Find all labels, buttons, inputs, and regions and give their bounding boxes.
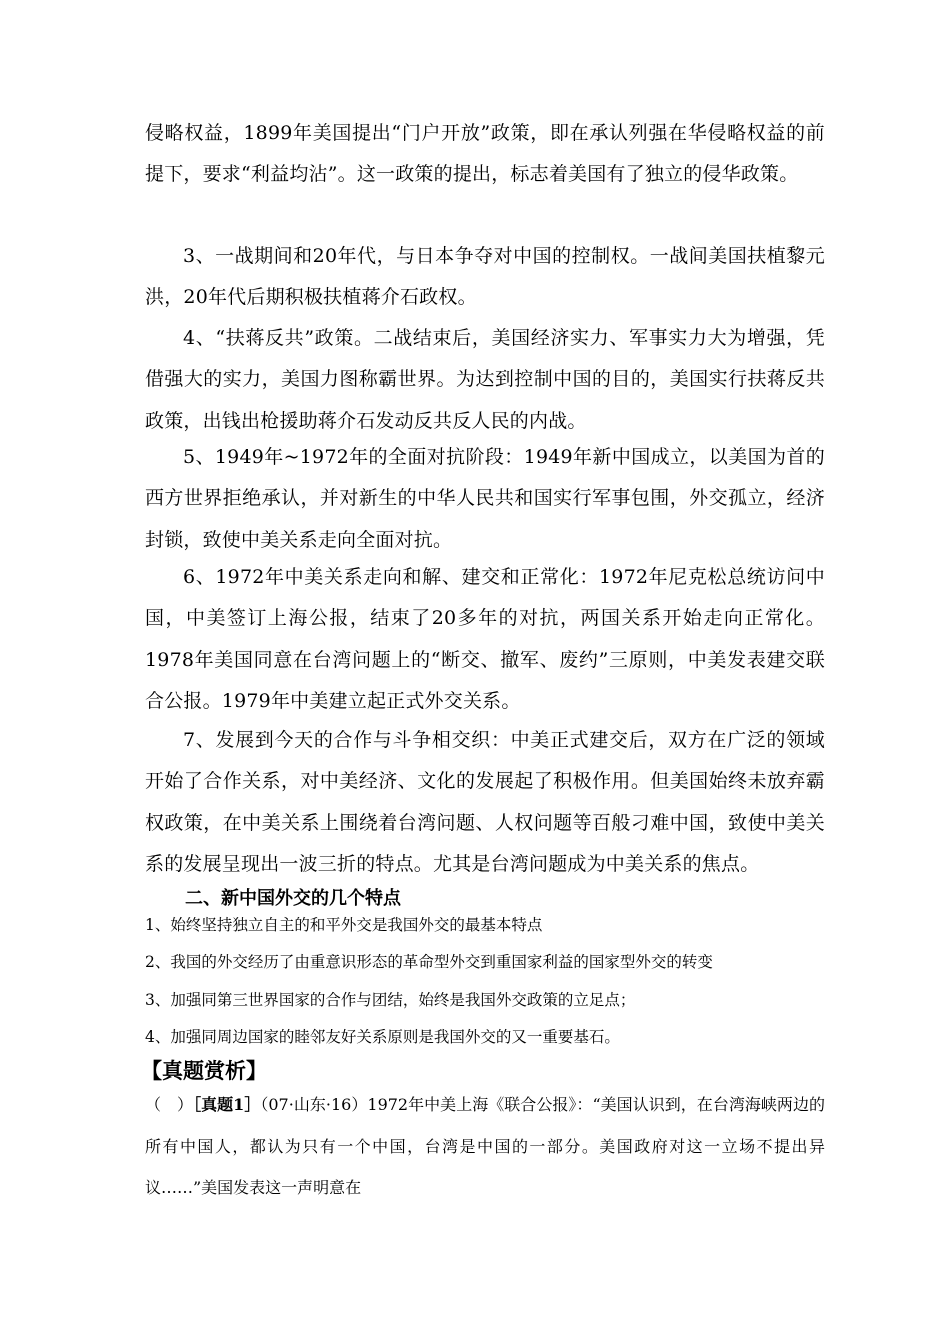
feature-item-1: 1、始终坚持独立自主的和平外交是我国外交的最基本特点 [145, 916, 543, 934]
feature-item-2: 2、我国的外交经历了由重意识形态的革命型外交到重国家利益的国家型外交的转变 [145, 953, 713, 971]
exam-heading: 【真题赏析】 [141, 1059, 267, 1083]
exam-question [145, 1084, 825, 1209]
paragraph-continuation: 侵略权益，1899年美国提出“门户开放”政策，即在承认列强在华侵略权益的前提下，要求“利益均沾”。这一政策的提出，标志着美国有了独立的侵华政策。 [145, 122, 825, 186]
section-heading: 二、新中国外交的几个特点 [185, 888, 401, 909]
feature-item-4: 4、加强同周边国家的睦邻友好关系原则是我国外交的又一重要基石。 [145, 1028, 620, 1046]
feature-item-3: 3、加强同第三世界国家的合作与团结，始终是我国外交政策的立足点； [145, 991, 636, 1009]
paragraph-5: 5、1949年~1972年的全面对抗阶段：1949年新中国成立，以美国为首的西方世界拒绝承认，并对新生的中华人民共和国实行军事包围，外交孤立，经济封锁，致使中美关系走向全面对抗。 [145, 446, 825, 551]
paragraph-6: 6、1972年中美关系走向和解、建交和正常化：1972年尼克松总统访问中国，中美签订上海公报，结束了20多年的对抗，两国关系开始走向正常化。1978年美国同意在台湾问题上的“断交、撤军、废约”三原则，中美发表建交联合公报。1979年中美建立起正式外交关系。 [145, 566, 825, 712]
paragraph-7: 7、发展到今天的合作与斗争相交织：中美正式建交后，双方在广泛的领域开始了合作关系，对中美经济、文化的发展起了积极作用。但美国始终未放弃霸权政策，在中美关系上围绕着台湾问题、人权问题等百般刁难中国，致使中美关系的发展呈现出一波三折的特点。尤其是台湾问题成为中美关系的焦点。 [145, 729, 825, 875]
paragraph-4: 4、“扶蒋反共”政策。二战结束后，美国经济实力、军事实力大为增强，凭借强大的实力，美国力图称霸世界。为达到控制中国的目的，美国实行扶蒋反共政策，出钱出枪援助蒋介石发动反共反人民的内战。 [145, 327, 825, 432]
question-label: ［真题1］ [193, 1095, 261, 1114]
paragraph-3: 3、一战期间和20年代，与日本争夺对中国的控制权。一战间美国扶植黎元洪，20年代后期积极扶植蒋介石政权。 [145, 245, 825, 309]
answer-blank: （ ） [145, 1095, 194, 1114]
question-text: （07·山东·16）1972年中美上海《联合公报》：“美国认识到，在台湾海峡两边的所有中国人，都认为只有一个中国，台湾是中国的一部分。美国政府对这一立场不提出异议……”美国发表这一声明意在 [145, 1095, 825, 1197]
